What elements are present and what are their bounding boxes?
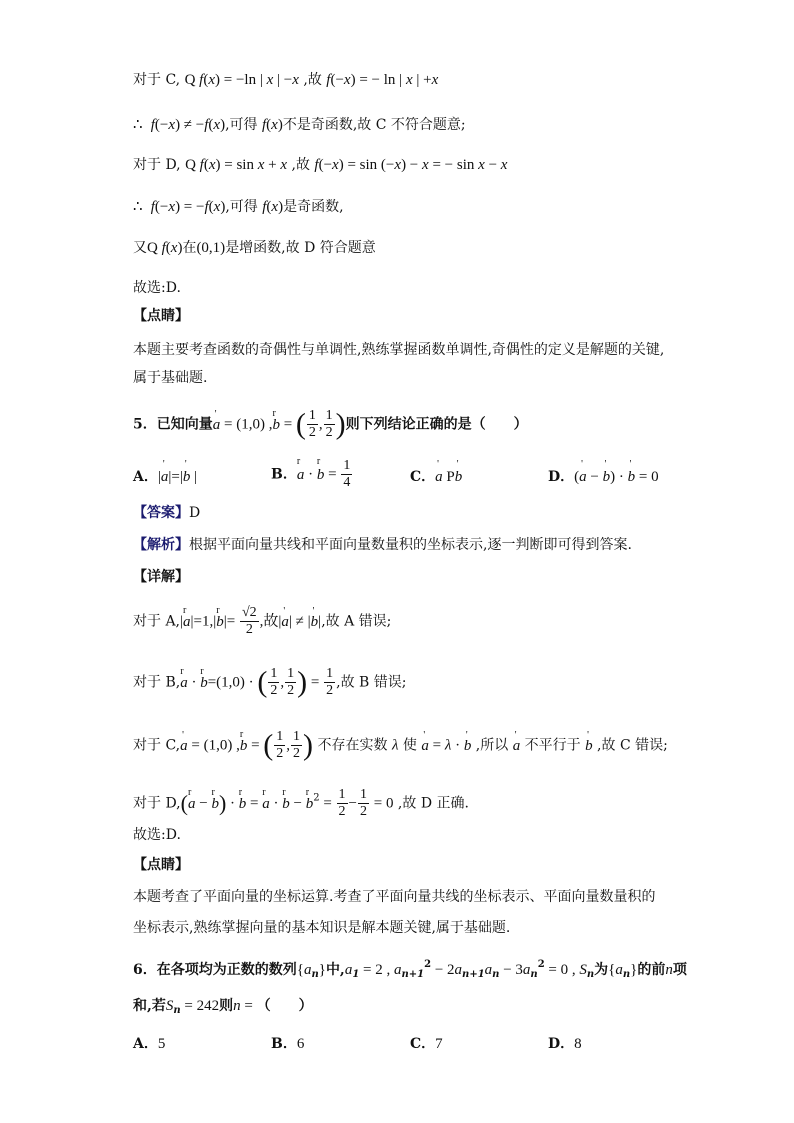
- solution-line-d-conclusion: ∴ f(−x) = −f(x),可得 f(x)是奇函数,: [133, 199, 344, 215]
- comment-line-2: 属于基础题.: [133, 370, 208, 386]
- solution-line-d: 对于 D, Q f(x) = sin x + x ,故 f(−x) = sin (−x) − x = − sin x − x: [133, 157, 508, 173]
- text-segment: ,可得: [225, 199, 263, 215]
- option-value: 7: [435, 1036, 443, 1052]
- text-segment: 又: [133, 240, 147, 256]
- text-segment: 对于 D,: [133, 795, 181, 812]
- comment-line-1: 本题主要考查函数的奇偶性与单调性,熟练掌握函数单调性,奇偶性的定义是解题的关键,: [133, 342, 665, 358]
- text-segment: ,故 A 错误;: [321, 613, 392, 630]
- analysis-tag: 【解析】: [133, 537, 189, 553]
- option-value: 5: [157, 1036, 166, 1052]
- solution-line-monotonic: 又Q f(x)在(0,1)是增函数,故 D 符合题意: [133, 240, 376, 256]
- question-5-stem: 5．已知向量' a = (1,0) ,r b = ( $\frac{1}{2}$ , $\frac{1}{2}$ )则下列结论正确的是（ ）: [133, 408, 528, 441]
- text-segment: 使: [398, 737, 422, 754]
- option-letter: A．: [133, 469, 158, 485]
- solution-line-c-conclusion: ∴ f(−x) ≠ −f(x),可得 f(x)不是奇函数,故 C 不符合题意;: [133, 117, 466, 133]
- detail-line-c: 对于 C,' a = (1,0) ,r b = ( $\frac{1}{2}$ , $\frac{1}{2}$ ) 不存在实数 λ 使 ' a = λ · ' b ,所以 ' a 不平行于 ' b ,故 C 错误;: [133, 729, 668, 762]
- question-number: 6．在各项均为正数的数列: [133, 962, 297, 978]
- detail-line-d: 对于 D,(r a − r b) · r b = r a · r b − r $b^2$ = $\frac{1}{2}$ − $\frac{1}{2}$ = 0 ,故 D 正确.: [133, 787, 469, 820]
- option-letter: B．: [271, 1036, 297, 1052]
- text-segment: 对于 B,: [133, 674, 181, 691]
- q6-option-c: [410, 1033, 443, 1053]
- answer-value: D: [189, 505, 201, 521]
- section-heading-xiangjie: 【详解】: [133, 569, 189, 585]
- comment2-line-2: 坐标表示,熟练掌握向量的基本知识是解本题关键,属于基础题.: [133, 920, 511, 936]
- option-letter: D．: [548, 1036, 575, 1052]
- analysis-line: [133, 535, 632, 555]
- text-segment: 不是奇函数,故 C 不符合题意;: [282, 117, 466, 133]
- text-segment: 是增函数,故 D 符合题意: [225, 240, 376, 256]
- text-segment: 在: [182, 240, 197, 256]
- text-segment: ,故 D 正确.: [393, 795, 469, 812]
- answer-tag: 【答案】: [133, 505, 189, 521]
- option-letter: C．: [410, 469, 436, 485]
- analysis-text: 根据平面向量共线和平面向量数量积的坐标表示,逐一判断即可得到答案.: [189, 537, 632, 553]
- option-value: 8: [574, 1036, 582, 1052]
- answer-choice-line: 故选:D.: [133, 280, 181, 296]
- text-segment: 不存在实数: [313, 737, 392, 754]
- section-heading-dianjing-2: 【点睛】: [133, 857, 189, 873]
- answer-choice-line-2: 故选:D.: [133, 827, 181, 843]
- text-segment: ,故: [287, 157, 315, 173]
- q6-option-a: [133, 1033, 165, 1053]
- q6-option-d: [548, 1033, 582, 1053]
- option-b: B．r a · r b = $\frac{1}{4}$: [271, 458, 353, 491]
- option-letter: D．: [548, 469, 575, 485]
- question-6-stem-line-2: 和,若$S_n = 242$则n = （ ）: [133, 998, 313, 1016]
- option-letter: A．: [133, 1036, 158, 1052]
- question-prompt: 则下列结论正确的是（ ）: [345, 416, 528, 433]
- text-segment: 对于 A,: [133, 613, 181, 630]
- text-segment: 为: [594, 962, 609, 978]
- q6-option-b: [271, 1033, 304, 1053]
- option-c: C．' a P' b: [410, 466, 462, 486]
- text-segment: 对于 C,: [133, 72, 185, 88]
- question-6-stem-line-1: 6．在各项均为正数的数列$\{a_n\}$中$,a_1 = 2$ , $a_{n+1}^2 - 2a_{n+1}a_n - 3a_n^2 = 0$ , $S_n$为$\{a_n\}$的前n项: [133, 959, 687, 980]
- option-a: A．|' a|=|' b |: [133, 466, 197, 486]
- option-d: D．(' a − ' b) · ' b = 0: [548, 466, 659, 486]
- text-segment: ,所以: [471, 737, 513, 754]
- text-segment: 则: [219, 998, 234, 1014]
- text-segment: ,故 B 错误;: [336, 674, 407, 691]
- text-segment: ,故: [298, 72, 327, 88]
- text-segment: ,故 C 错误;: [592, 737, 668, 754]
- text-segment: 和,若: [133, 998, 166, 1014]
- text-segment: 是奇函数,: [283, 199, 344, 215]
- option-letter: B．: [271, 466, 297, 483]
- option-value: 6: [296, 1036, 305, 1052]
- text-segment: 项: [672, 962, 687, 978]
- comment2-line-1: 本题考查了平面向量的坐标运算.考查了平面向量共线的坐标表示、平面向量数量积的: [133, 889, 656, 905]
- detail-line-a: 对于 A,|r a|=1,|r b|= $\frac{√2}{2}$ ,故|' a| ≠ |' b|,故 A 错误;: [133, 605, 391, 638]
- text-segment: 中,: [325, 962, 345, 978]
- text-segment: 不平行于: [520, 737, 586, 754]
- text-segment: 对于 C,: [133, 737, 181, 754]
- option-letter: C．: [410, 1036, 436, 1052]
- question-number: 5．已知向量: [133, 416, 213, 433]
- detail-line-b: 对于 B,r a · r b=(1,0) · ( $\frac{1}{2}$ , $\frac{1}{2}$ ) = $\frac{1}{2}$ ,故 B 错误;: [133, 666, 406, 699]
- answer-line: [133, 503, 200, 523]
- text-segment: 的前: [637, 962, 666, 978]
- solution-line-c: 对于 C, Q f(x) = −ln | x | −x ,故 f(−x) = − ln | x | +x: [133, 72, 439, 88]
- text-segment: （ ）: [256, 998, 313, 1014]
- section-heading-dianjing: 【点睛】: [133, 308, 189, 324]
- text-segment: 对于 D,: [133, 157, 186, 173]
- text-segment: ,可得: [225, 117, 262, 133]
